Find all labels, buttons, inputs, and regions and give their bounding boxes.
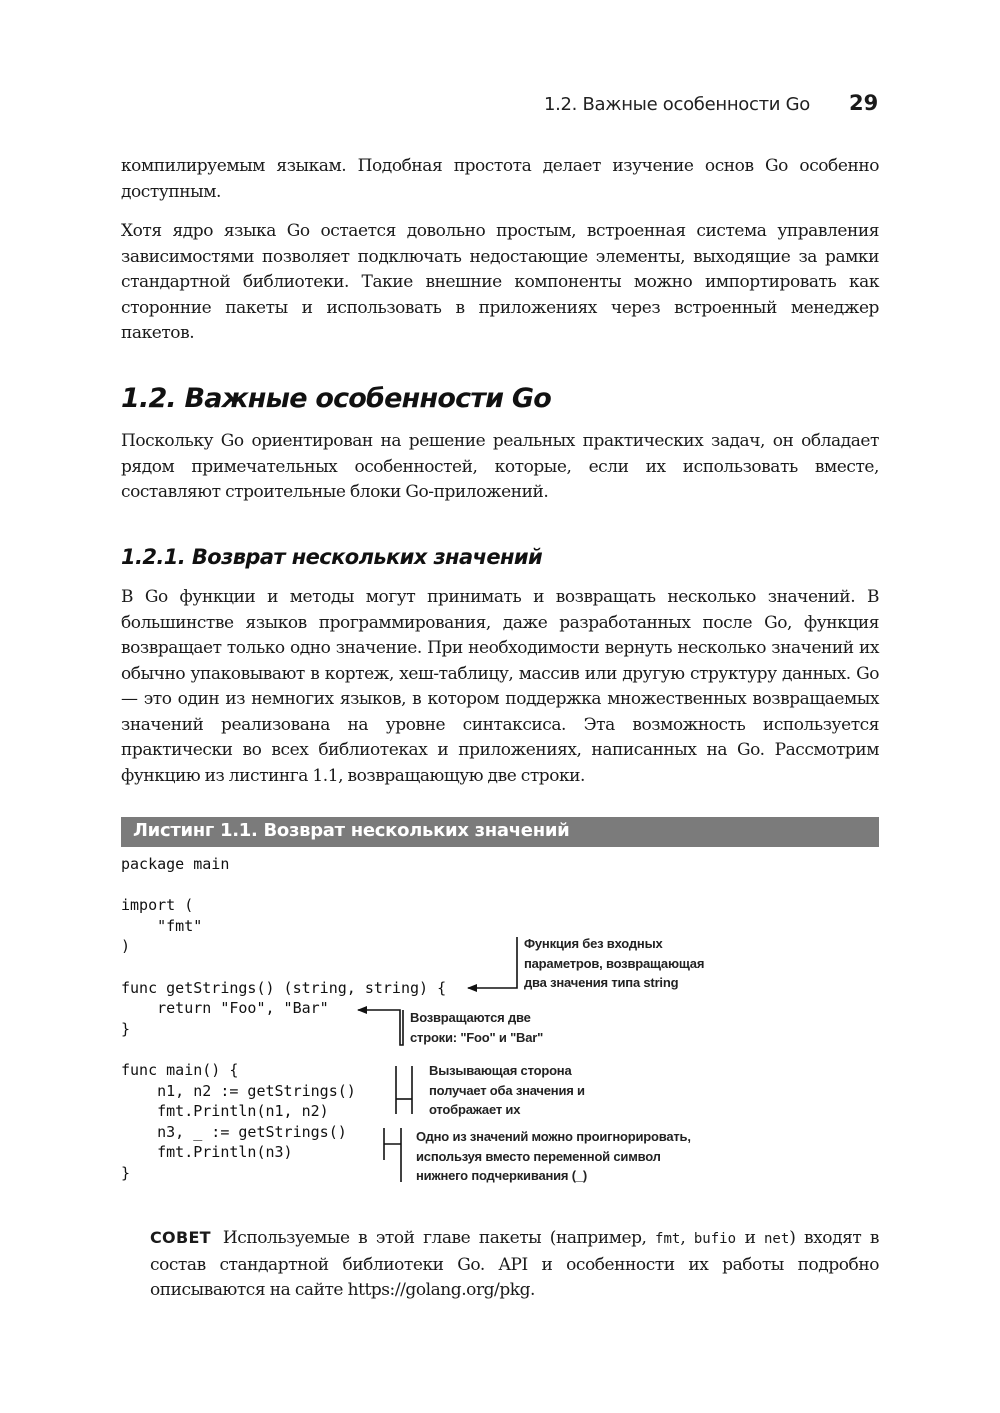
page-number: 29 <box>849 91 879 115</box>
tip-text-end: ) входят в состав стандартной библиотеки Go. API и особенности их работы подробно описываются на сайте https://golang.org/pkg. <box>150 1228 879 1300</box>
code-listing: package main import ( "fmt" ) func getStrings() (string, string) { return "Foo", "Bar" } func main() { n1, n2 := getStrings() fmt.Println(n1, n2) n3, _ := getStrings() fmt.Println(n3) } <box>121 855 447 1182</box>
tip-code-bufio: bufio <box>693 1231 737 1247</box>
annotation-caller-receives: Вызывающая сторона получает оба значения и отображает их <box>429 1063 585 1117</box>
annotation-no-params: Функция без входных параметров, возвращающая два значения типа string <box>524 936 705 990</box>
annotation-two-strings: Возвращаются две строки: "Foo" и "Bar" <box>410 1010 544 1045</box>
annotation-ignore-value: Одно из значений можно проигнорировать, используя вместо переменной символ нижнего подчеркивания (_) <box>416 1129 691 1183</box>
subsection-heading: 1.2.1. Возврат нескольких значений <box>121 545 543 569</box>
section-heading: 1.2. Важные особенности Go <box>121 383 551 414</box>
tip-separator: , <box>680 1228 694 1248</box>
tip-code-fmt: fmt <box>655 1231 681 1247</box>
tip-text-start: Используемые в этой главе пакеты (например, <box>222 1228 656 1248</box>
running-title: 1.2. Важные особенности Go <box>543 94 810 115</box>
tip-block <box>150 1225 879 1304</box>
tip-label: СОВЕТ <box>150 1228 211 1247</box>
arrow-return-statement <box>358 1010 403 1045</box>
tip-separator: и <box>736 1228 764 1248</box>
tip-code-net: net <box>764 1231 790 1247</box>
paragraph-dependency-management: Хотя ядро языка Go остается довольно простым, встроенная система управления зависимостями позволяет подключать недостающие элементы, выходящие за рамки стандартной библиотеки. Такие внешние компоненты можно импортировать как сторонние пакеты и использовать в приложениях через встроенный менеджер пакетов. <box>121 221 879 343</box>
paragraph-multiple-returns: В Go функции и методы могут принимать и возвращать несколько значений. В большинстве языков программирования, даже разработанных после Go, функция возвращает только одно значение. При необходимости вернуть несколько значений их обычно упаковывают в кортеж, хеш-таблицу, массив или другую структуру данных. Go — это один из немногих языков, в котором поддержка множественных возвращаемых значений реализована на уровне синтаксиса. Эта возможность используется практически во всех библиотеках и приложениях, написанных на Go. Рассмотрим функцию из листинга 1.1, возвращающую две строки. <box>121 587 879 786</box>
paragraph-section-intro: Поскольку Go ориентирован на решение реальных практических задач, он обладает рядом примечательных особенностей, которые, если их использовать вместе, составляют строительные блоки Go-приложений. <box>121 431 879 502</box>
paragraph-intro-end: компилируемым языкам. Подобная простота делает изучение основ Go особенно доступным. <box>121 156 879 202</box>
arrow-function-signature <box>468 937 517 988</box>
listing-title: Листинг 1.1. Возврат нескольких значений <box>133 820 570 841</box>
